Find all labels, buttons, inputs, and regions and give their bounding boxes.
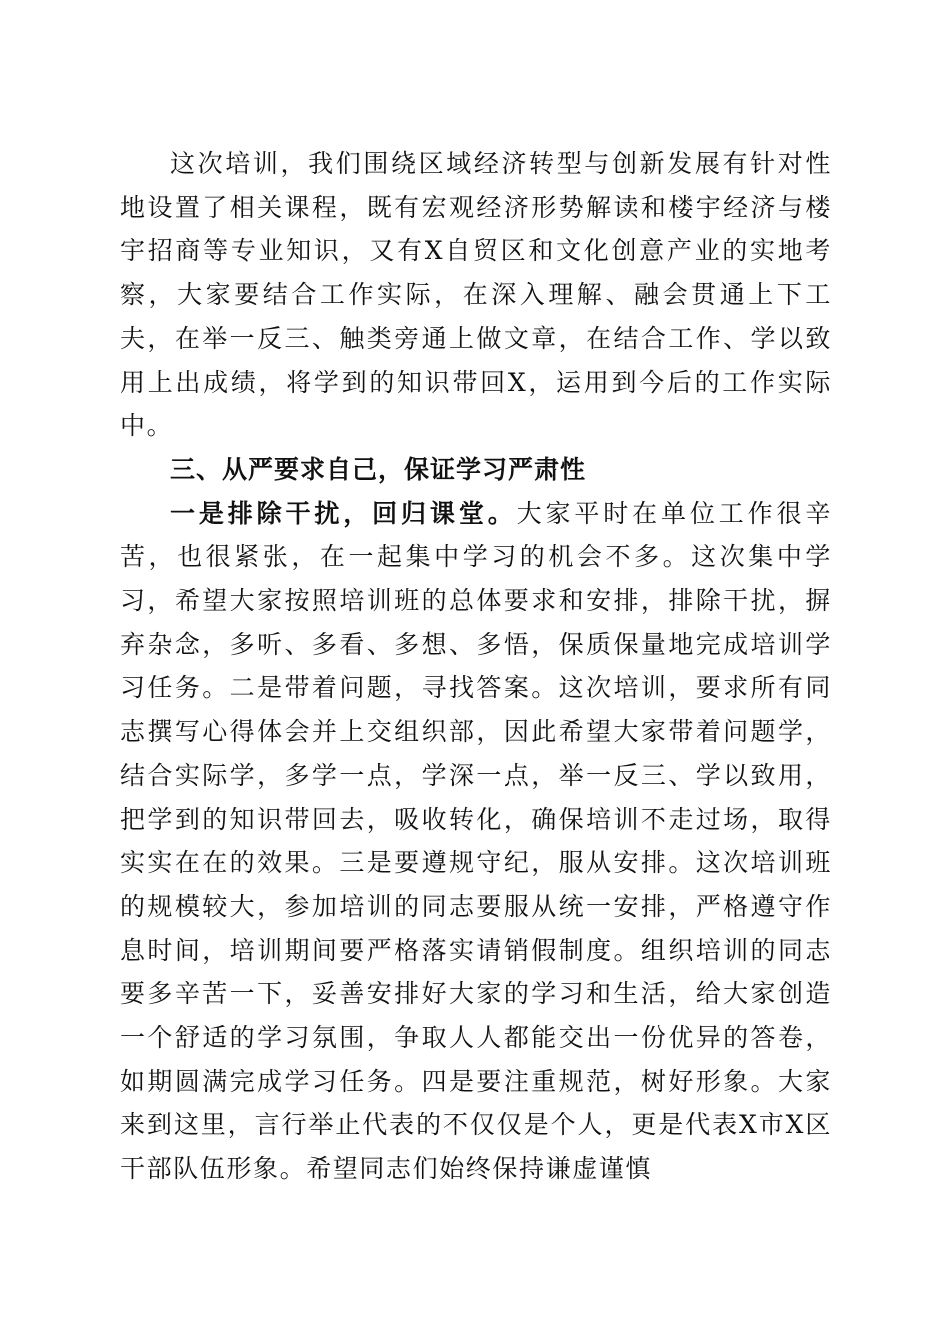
section-heading: 三、从严要求自己，保证学习严肃性 — [170, 454, 587, 484]
paragraph-body-text: 大家平时在单位工作很辛苦，也很紧张，在一起集中学习的机会不多。这次集中学习，希望大家按照培训班的总体要求和安排，排除干扰，摒弃杂念，多听、多看、多想、多悟，保质保量地完成培训学习任务。二是带着问题，寻找答案。这次培训，要求所有同志撰写心得体会并上交组织部，因此希望大家带着问题学，结合实际学，多学一点，学深一点，举一反三、学以致用，把学到的知识带回去，吸收转化，确保培训不走过场，取得实实在在的效果。三是要遵规守纪，服从安排。这次培训班的规模较大，参加培训的同志要服从统一安排，严格遵守作息时间，培训期间要严格落实请销假制度。组织培训的同志要多辛苦一下，妥善安排好大家的学习和生活，给大家创造一个舒适的学习氛围，争取人人都能交出一份优异的答卷，如期圆满完成学习任务。四是要注重规范，树好形象。大家来到这里，言行举止代表的不仅仅是个人，更是代表X市X区干部队伍形象。希望同志们始终保持谦虚谨慎 — [120, 498, 832, 1184]
body-paragraph-2 — [120, 492, 832, 1191]
paragraph-lead-phrase: 一是排除干扰，回归课堂。 — [170, 498, 517, 528]
body-paragraph-1: 这次培训，我们围绕区域经济转型与创新发展有针对性地设置了相关课程，既有宏观经济形势解读和楼宇经济与楼宇招商等专业知识，又有X自贸区和文化创意产业的实地考察，大家要结合工作实际，在深入理解、融会贯通上下工夫，在举一反三、触类旁通上做文章，在结合工作、学以致用上出成绩，将学到的知识带回X，运用到今后的工作实际中。 — [120, 149, 832, 441]
document-page — [120, 142, 832, 1191]
